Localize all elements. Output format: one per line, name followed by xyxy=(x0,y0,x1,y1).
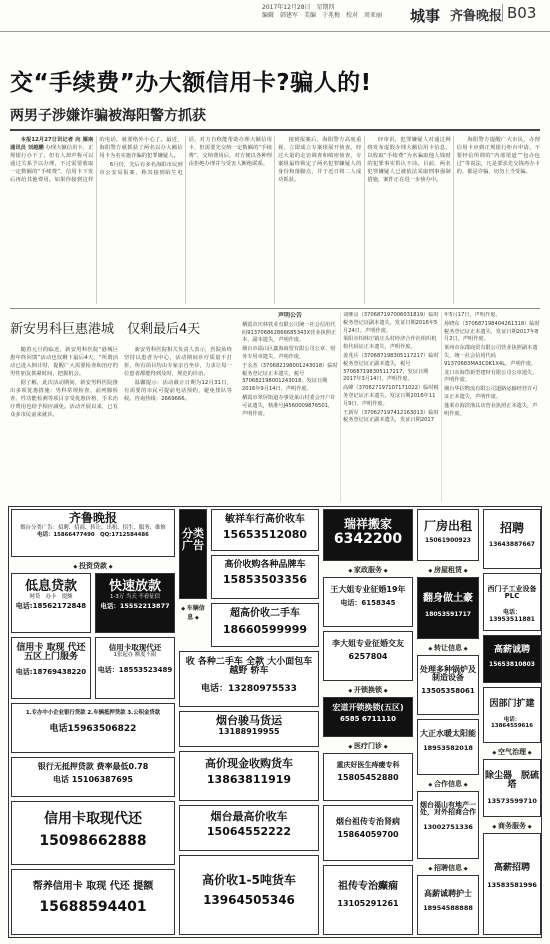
ad-title: 西门子工业设备 PLC xyxy=(487,585,537,601)
ad-credit-card-maintain xyxy=(11,869,175,935)
ad-credit-card-cash xyxy=(95,637,175,699)
ad-phone: 6585 6711110 xyxy=(339,715,396,724)
legal-notices xyxy=(242,312,540,502)
main-subhead: 两男子涉嫌诈骗被海阳警方抓获 xyxy=(10,108,206,124)
ad-title: 王大姐专业征婚19年 xyxy=(330,585,406,594)
category-label: ◆ 商务服务 ◆ xyxy=(483,821,541,831)
category-label: ◆ 车辆信息 ◆ xyxy=(179,603,207,621)
ad-phone: 15864059700 xyxy=(337,830,399,840)
ad-fast-loan xyxy=(95,573,175,633)
article-text: 办理大额信用卡，正规银行办不了，但有人却声称可以通过关系予以办理，不过需要收取一定数额的“手续费”，信用卡下发后再给其他费用。如果你接到这样的电话，就要格外小心了。最近，海阳警方就抓获了两名以办大额信用卡为名实施诈骗的犯罪嫌疑人。 xyxy=(10,137,183,184)
ad-title: 因部门扩建 xyxy=(489,699,535,709)
ad-nurse-recruit xyxy=(417,875,479,935)
ad-phone: 13505358061 xyxy=(421,686,475,695)
classified-brand: 齐鲁晚报 xyxy=(68,511,117,525)
article-paragraph: 据了解，此次活动期间，新安男科医院推出多项优惠措施：男科常规检查、前列腺检查、性功能检测等项目享受优惠价格，手术治疗费用也给予相应减免。活动开展以来，已有众多市民前来就诊。 xyxy=(10,380,118,418)
ad-epilepsy-clinic xyxy=(323,865,413,935)
ad-phone: 15805452880 xyxy=(337,773,399,783)
ad-credit-card-repay xyxy=(11,801,175,865)
page-number: B03 xyxy=(502,4,536,22)
ad-phone: 13643887667 xyxy=(489,540,535,548)
ad-title: 招聘 xyxy=(499,521,524,535)
ad-small-truck-buy xyxy=(179,855,319,935)
ad-title: 快速放款 xyxy=(108,579,161,594)
ad-phone: 15061900923 xyxy=(425,536,471,544)
ad-title: 烟台骏马货运 xyxy=(216,714,282,727)
ad-get-rich xyxy=(417,577,479,639)
category-label: ◆ 空气治理 ◆ xyxy=(483,747,541,757)
ad-title: 高薪诚聘 xyxy=(493,645,530,655)
ad-credit-card-service xyxy=(11,637,91,699)
notice-entry: 于永杰（370682198001243018）临时税务登记证正本遗失，税号370682198001243018，发证日期2016年9月14日，声明作废。 xyxy=(242,362,338,393)
ad-title: 信用卡取现代还 xyxy=(44,811,142,827)
secondary-headline: 新安男科巨惠港城 仅剩最后4天 xyxy=(10,322,201,337)
notice-entry: 刘继良（370687197006031819）临时税务登记证副本遗失，发证日期2016年5月24日，声明作废。 xyxy=(343,312,439,334)
notice-entry: 王新军（370627197412163013）临时税务登记证正副本遗失，发证日期2017年5月17日，声明作废。 xyxy=(343,312,501,424)
ad-low-interest-loan xyxy=(11,573,91,633)
secondary-article-body xyxy=(10,346,232,498)
headline-divider xyxy=(10,129,540,131)
category-label: ◆ 医疗门诊 ◆ xyxy=(323,741,413,751)
ad-factory-rent xyxy=(417,509,479,561)
ad-title: 烟台福山有地产一处，对外招商合作 xyxy=(420,801,476,817)
ad-desc: 五区上门服务 xyxy=(23,652,78,663)
ad-hemorrhoid-clinic xyxy=(323,753,413,801)
ad-used-car-buy xyxy=(211,603,319,647)
article-paragraph: 接到报案后，海阳警方高度重视，立即成立专案组展开侦查。经过大量的走访调查和缜密侦查，专案组最终锁定了两名犯罪嫌疑人的身份和落脚点，并于近日将二人成功抓获。 xyxy=(277,137,362,184)
ad-phone: 13583581996 xyxy=(487,881,537,890)
ad-matchmaking-wang xyxy=(323,577,413,627)
ad-fushan-land xyxy=(417,791,479,859)
article-paragraph: 海阳警方提醒广大市民，办理信用卡应到正规银行柜台申请，不要轻信所谓的“内部渠道”“包办包过”等说法，凡是要求先交钱再办卡的，都是诈骗，切勿上当受骗。 xyxy=(456,137,540,176)
ad-phone: 电话:18769438220 xyxy=(15,667,87,676)
ad-title: 宏道开锁换锁(五区) xyxy=(332,703,404,712)
category-label: ◆ 家政服务 ◆ xyxy=(323,565,413,575)
ad-phone: 6257804 xyxy=(348,652,388,662)
ad-phone: 13002751336 xyxy=(423,822,473,831)
ad-boiler-equipment xyxy=(417,655,479,715)
ad-phone: 15064552222 xyxy=(206,824,292,838)
category-label: ◆ 转让信息 ◆ xyxy=(417,643,479,653)
ad-phone: 15653810803 xyxy=(489,661,535,669)
ad-title: 低息贷款 xyxy=(24,579,77,594)
article-paragraph: 6月份，先后有多名海阳市民到市公安局报案，称其接到陌生电话，对方自称能帮助办理大额信用卡，但需要先交纳一定数额的“手续费”，交纳费用后，对方便以各种理由拒绝办理并与受害人断绝联系。 xyxy=(99,137,272,177)
ad-matchmaking-li xyxy=(323,631,413,681)
ad-title: 高价现金收购货车 xyxy=(205,757,293,770)
notices-title: 声明公告 xyxy=(277,312,302,319)
notice-entry: 烟台华信物流有限公司道路运输经营许可证正本遗失，声明作废。 xyxy=(444,386,538,400)
badge-line: 广告 xyxy=(182,538,204,552)
ad-title: 超高价收二手车 xyxy=(230,608,300,619)
ad-recruit xyxy=(483,509,541,569)
ad-desc: 1张起办 额度不限 xyxy=(113,651,157,658)
ad-ruixiang-moving xyxy=(323,509,413,561)
ad-phone: 6342200 xyxy=(333,530,403,547)
ad-phone: 13573599710 xyxy=(487,796,537,805)
masthead-meta xyxy=(262,4,422,20)
notice-entry: 莱阳市柏林庄镇庄头村经济合作社组织机构代码证正本遗失，声明作废。 xyxy=(343,336,437,351)
ad-title: 除尘器 脱硫塔 xyxy=(484,771,539,791)
notice-entry: 烟台市福山区鑫海商贸有限公司公章、财务专用章遗失，声明作废。 xyxy=(242,346,336,360)
category-label: ◆ 招聘信息 ◆ xyxy=(417,863,479,873)
notice-entry: 高峰（370627197107171022）临时税务登记证正本遗失，发证日期2016年11月9日，声明作废。 xyxy=(343,385,439,407)
ad-title: 高薪招聘 xyxy=(493,863,530,873)
ad-van-buy xyxy=(179,651,319,707)
ad-truck-cash-buy xyxy=(179,751,319,801)
classified-header-ad xyxy=(11,509,175,557)
category-label: ◆ 投资贷款 ◆ xyxy=(11,561,175,571)
ad-title: 大正水暖太阳能 xyxy=(420,729,476,738)
ad-phone: 13105291261 xyxy=(337,898,399,908)
ad-phone: 电话：13864559616 xyxy=(490,717,534,730)
ad-phone: 18660599999 xyxy=(222,622,308,636)
classified-ads xyxy=(8,506,542,938)
notice-entry: 蓬莱市海滨渔具店营业执照正本遗失，声明作废。 xyxy=(444,402,538,417)
section-divider xyxy=(10,308,540,309)
ad-phone: 电话15963506822 xyxy=(49,724,137,734)
ad-title: 重庆好医生痔瘘专科 xyxy=(336,761,400,769)
ad-phone: 电话：13953511881 xyxy=(489,608,535,623)
ad-title: 收 各种二手车 全款 大小面包车 越野 轿车 xyxy=(185,657,313,677)
masthead-editors: 编辑 韩建军 美编 于兆梅 校对 周亚丽 xyxy=(262,12,383,19)
masthead-date: 2017年12月28日 星期四 xyxy=(262,4,335,11)
ad-title: 信用卡取现代还 xyxy=(108,643,162,652)
ad-brand-car-buy xyxy=(211,555,319,599)
ad-desc: 1-3万 当天 不看征信 xyxy=(110,593,160,600)
ad-title: 银行无抵押贷款 费率最低0.78 xyxy=(37,762,149,771)
ad-high-salary-hiring xyxy=(483,833,541,935)
ad-phone: 18053591717 xyxy=(425,610,471,618)
notice-entry: 莱州市东郡商贸有限公司营业执照副本遗失，统一社会信用代码91370683MA3C0K1X4L，声明作废。 xyxy=(444,345,538,367)
ad-desc: 网贷 办卡 提额 xyxy=(29,593,73,600)
badge-line: 分类 xyxy=(182,527,204,540)
notice-entry: 孙晓东（370687198404261318）临时税务登记证正本遗失，发证日期2017年8月2日，声明作废。 xyxy=(444,320,540,343)
ad-title: 高价收购各种品牌车 xyxy=(224,560,306,570)
ad-title: 处理多种锅炉及制造设备 xyxy=(420,665,476,683)
classified-phone: 电话：15866477490 QQ:1712584486 xyxy=(37,531,149,538)
ad-title: 烟台最高价收车 xyxy=(210,810,288,823)
ad-enterprise-loan xyxy=(11,703,175,753)
ad-phone: 15098662888 xyxy=(39,832,147,849)
ad-phone: 15853503356 xyxy=(222,573,308,587)
ad-classified-badge xyxy=(179,509,207,599)
main-article-body xyxy=(10,136,540,304)
ad-phone: 电话 15106387695 xyxy=(52,775,133,785)
ad-title: 厂房出租 xyxy=(423,519,472,533)
article-paragraph: 温馨提示：活动截止日期为12月31日，有需要的市民可提前电话预约，避免排队等候。咨询热线：2669666。 xyxy=(124,380,232,402)
ad-minxiang-car xyxy=(211,509,319,551)
ad-junma-freight xyxy=(179,711,319,747)
ad-siemens-plc xyxy=(483,573,541,631)
ad-kidney-clinic xyxy=(323,805,413,861)
ad-phone: 18954588888 xyxy=(423,904,473,913)
article-byline: 本报12月27日讯记者 向 雁南 通讯员 刘越鹏 xyxy=(10,137,94,152)
ad-title: 敏祥车行高价收车 xyxy=(225,514,305,525)
ad-bank-loan xyxy=(11,757,175,797)
ad-title: 帮养信用卡 取现 代还 提额 xyxy=(32,881,154,892)
ad-yantai-car-buy xyxy=(179,805,319,851)
ad-department-expansion xyxy=(483,687,541,743)
notice-entry: 姜兆兵（370687198305117217）临时税务登记证正副本遗失，税号370687198305117217，发证日期2017年3月14日，声明作废。 xyxy=(343,352,439,383)
category-label: ◆ 合作信息 ◆ xyxy=(417,779,479,789)
masthead xyxy=(0,0,550,32)
ad-phone: 电话：15552213877 xyxy=(100,601,170,610)
article-paragraph: 新安男科医院相关负责人表示，医院始终坚持以患者为中心，活动期间诊疗质量不打折，所有项目均由专家亲自坐诊，力求让每一位患者都能得到及时、规范的诊治。 xyxy=(124,347,232,377)
ad-title: 祖传专治癫痫 xyxy=(338,881,398,892)
newspaper-logo: 齐鲁晚报 xyxy=(450,9,503,24)
ad-phone: 15653512080 xyxy=(222,527,308,541)
ad-title: 瑞祥搬家 xyxy=(343,517,392,531)
ad-title: 烟台祖传专治肾病 xyxy=(336,817,400,826)
main-headline: 交“手续费”办大额信用卡?骗人的! xyxy=(10,70,372,96)
notice-entry: 龙口市海岱新型建材有限公司公章遗失，声明作废。 xyxy=(444,369,538,384)
ad-phone: 13188919955 xyxy=(218,726,280,736)
article-paragraph: 随着元旦的临近，新安男科医院“港城巨惠年终回馈”活动也仅剩下最后4天，“所谓活动已进入倒计时，提醒广大需要检查和治疗的男性朋友抓紧时间，把握机会。 xyxy=(10,347,118,377)
ad-high-salary-recruit xyxy=(483,635,541,683)
section-label: 城事 xyxy=(410,7,441,25)
ad-title: 李大姐专业征婚交友 xyxy=(332,639,404,648)
notice-entry: 栖霞市庆林铁业有限公司统一社会信用代码913706862866685343X营业执照正本、副本遗失，声明作废。 xyxy=(242,321,337,344)
ad-desc: 1.专办中小企业银行贷款 2.车辆抵押贷款 3.公积金贷款 xyxy=(25,710,161,716)
category-label: ◆ 开锁换锁 ◆ xyxy=(323,685,413,695)
classified-services: 烟台分类广告：招聘、招商、转让、出租、招生、服务、维修 xyxy=(20,524,166,531)
category-label: ◆ 房屋租赁 ◆ xyxy=(417,565,479,575)
ad-phone: 13863811919 xyxy=(206,772,292,786)
ad-phone: 电话：6158345 xyxy=(340,599,396,608)
ad-phone: 15688594401 xyxy=(39,898,147,915)
ad-dazheng-solar xyxy=(417,719,479,775)
article-paragraph: 经审讯，犯罪嫌疑人对通过网络发布虚假办理大额信用卡信息，以收取“手续费”为名骗取他人钱财的犯罪事实供认不讳。目前，两名犯罪嫌疑人已被依法采取刑事强制措施，案件正在进一步侦办中。 xyxy=(367,137,451,184)
ad-title: 高薪诚聘护士 xyxy=(424,889,472,898)
ad-phone: 电话:18562172848 xyxy=(15,601,87,610)
ad-hongdao-locksmith xyxy=(323,697,413,737)
ad-phone: 电话：18553523489 xyxy=(97,665,173,674)
notice-entry: 栖霞市翠屏街道办事处莱山村委会开户许可证遗失，核准号J4560009876501，声明作废。 xyxy=(242,394,336,417)
ad-phone: 13964505346 xyxy=(203,892,295,907)
ad-phone: 18953582018 xyxy=(423,744,473,753)
ad-dust-collector xyxy=(483,759,541,817)
ad-title: 信用卡 取现 代还 xyxy=(16,643,86,653)
ad-phone: 电话：13280975533 xyxy=(201,683,297,694)
ad-title: 翻身做土豪 xyxy=(423,593,473,604)
ad-title: 高价收1-5吨货车 xyxy=(202,873,296,887)
